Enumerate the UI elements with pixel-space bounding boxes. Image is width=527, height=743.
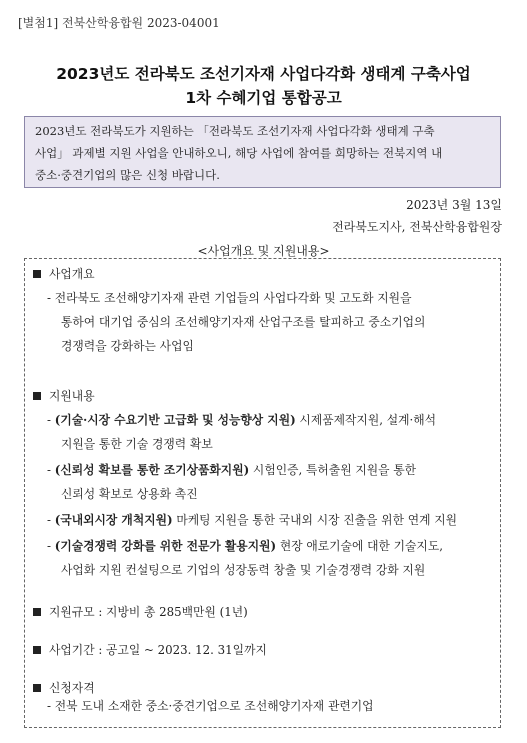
- overview-line-1: - 전라북도 조선해양기자재 관련 기업들의 사업다각화 및 고도화 지원을: [47, 291, 412, 305]
- page-subtitle: 1차 수혜기업 통합공고: [185, 89, 342, 107]
- section-header: <사업개요 및 지원내용>: [197, 244, 330, 258]
- notice-box: [24, 116, 501, 188]
- square-bullet-icon: [33, 270, 41, 278]
- square-bullet-icon: [33, 646, 41, 654]
- support-item-3: - (국내외시장 개척지원) 마케팅 지원을 통한 국내외 시장 진출을 위한 연계 지원: [47, 513, 458, 527]
- eligibility-line-1: - 전북 도내 소재한 중소·중견기업으로 조선해양기자재 관련기업: [47, 699, 374, 713]
- support-item-2: - (신뢰성 확보를 통한 조기상품화지원) 시험인증, 특허출원 지원을 통한: [47, 463, 417, 477]
- notice-line-1: 2023년도 전라북도가 지원하는 「전라북도 조선기자재 사업다각화 생태계 구축: [35, 124, 435, 138]
- reference-number: [별첨1] 전북산학융합원 2023-04001: [18, 16, 220, 30]
- support-item-2-cont: 신뢰성 확보로 상용화 촉진: [61, 487, 198, 501]
- eligibility-heading: 신청자격: [33, 679, 95, 696]
- square-bullet-icon: [33, 392, 41, 400]
- square-bullet-icon: [33, 608, 41, 616]
- scale-line: 지원규모 : 지방비 총 285백만원 (1년): [33, 603, 248, 620]
- support-item-4: - (기술경쟁력 강화를 위한 전문가 활용지원) 현장 애로기술에 대한 기술지도,: [47, 539, 443, 553]
- support-heading: 지원내용: [33, 387, 95, 404]
- details-box: [24, 258, 501, 728]
- overview-heading: 사업개요: [33, 265, 95, 282]
- page-title: 2023년도 전라북도 조선기자재 사업다각화 생태계 구축사업: [56, 65, 471, 83]
- overview-line-2: 통하여 대기업 중심의 조선해양기자재 산업구조를 탈피하고 중소기업의: [61, 315, 426, 329]
- support-item-4-cont: 사업화 지원 컨설팅으로 기업의 성장동력 창출 및 기술경쟁력 강화 지원: [61, 563, 426, 577]
- support-item-1: - (기술·시장 수요기반 고급화 및 성능향상 지원) 시제품제작지원, 설계·해석: [47, 413, 437, 427]
- support-item-1-cont: 지원을 통한 기술 경쟁력 확보: [61, 437, 213, 451]
- notice-line-2: 사업」 과제별 지원 사업을 안내하오니, 해당 사업에 참여를 희망하는 전북지역 내: [35, 146, 443, 160]
- period-line: 사업기간 : 공고일 ~ 2023. 12. 31일까지: [33, 641, 267, 658]
- issuer: 전라북도지사, 전북산학융합원장: [332, 220, 502, 234]
- announcement-date: 2023년 3월 13일: [406, 198, 502, 212]
- overview-line-3: 경쟁력을 강화하는 사업임: [61, 339, 194, 353]
- square-bullet-icon: [33, 684, 41, 692]
- notice-line-3: 중소·중견기업의 많은 신청 바랍니다.: [35, 168, 220, 182]
